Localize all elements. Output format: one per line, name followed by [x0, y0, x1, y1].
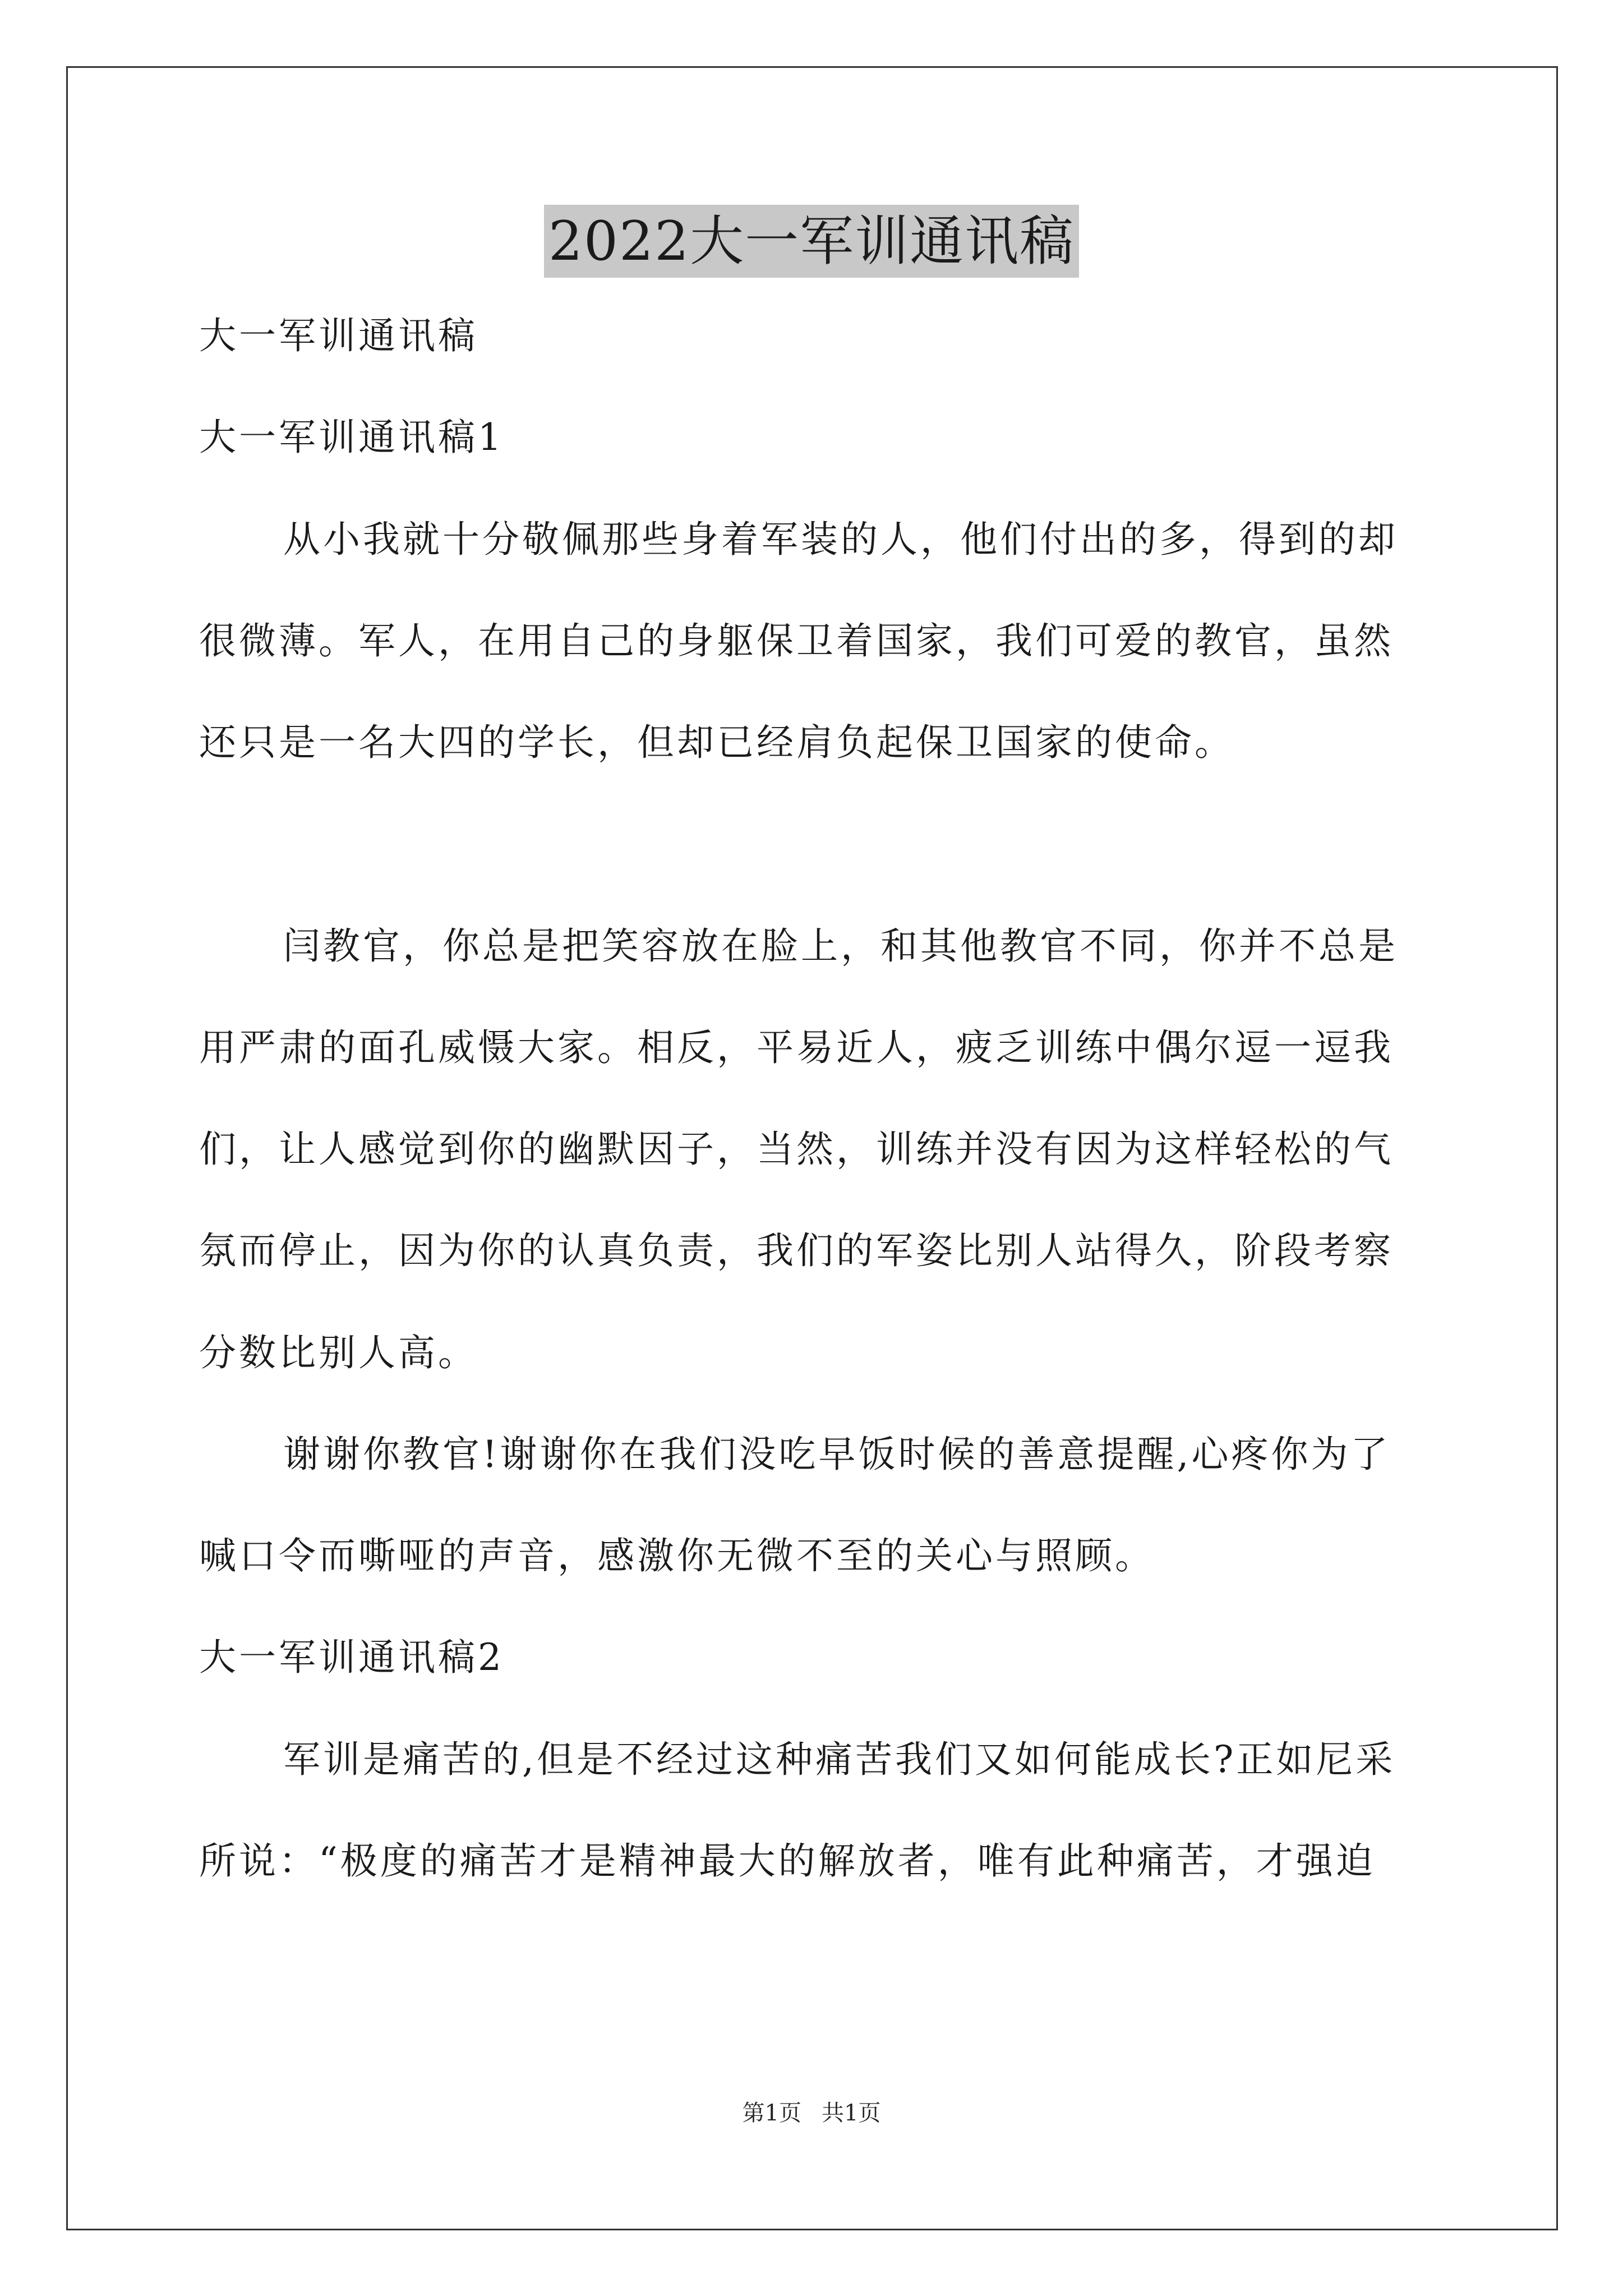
paragraph-line: 军训是痛苦的,但是不经过这种痛苦我们又如何能成长?正如尼采	[283, 1738, 1396, 1781]
paragraph-line: 所说：“极度的痛苦才是精神最大的解放者，唯有此种痛苦，才强迫	[199, 1839, 1376, 1883]
document-title: 2022大一军训通讯稿	[544, 205, 1079, 278]
paragraph-line: 分数比别人高。	[199, 1331, 478, 1374]
paragraph-line: 谢谢你教官!谢谢你在我们没吃早饭时候的善意提醒,心疼你为了	[283, 1433, 1391, 1476]
heading-line: 大一军训通讯稿	[199, 314, 478, 357]
paragraph-line: 用严肃的面孔威慑大家。相反，平易近人，疲乏训练中偶尔逗一逗我	[199, 1026, 1394, 1069]
paragraph-line: 还只是一名大四的学长，但却已经肩负起保卫国家的使命。	[199, 721, 1234, 764]
section-heading: 大一军训通讯稿1	[199, 416, 504, 459]
paragraph-line: 喊口令而嘶哑的声音，感激你无微不至的关心与照顾。	[199, 1534, 1155, 1577]
page-number: 第1页	[742, 2100, 801, 2126]
page-total: 共1页	[822, 2100, 881, 2126]
paragraph-line: 从小我就十分敬佩那些身着军装的人，他们付出的多，得到的却	[283, 518, 1398, 561]
title-block	[0, 205, 1623, 278]
paragraph-line: 们，让人感觉到你的幽默因子，当然，训练并没有因为这样轻松的气	[199, 1128, 1394, 1171]
paragraph-line: 很微薄。军人，在用自己的身躯保卫着国家，我们可爱的教官，虽然	[199, 619, 1394, 662]
section-heading: 大一军训通讯稿2	[199, 1636, 504, 1679]
paragraph-line: 闫教官，你总是把笑容放在脸上，和其他教官不同，你并不总是	[283, 924, 1398, 968]
page-footer	[0, 2095, 1623, 2127]
paragraph-line: 氛而停止，因为你的认真负责，我们的军姿比别人站得久，阶段考察	[199, 1229, 1394, 1272]
